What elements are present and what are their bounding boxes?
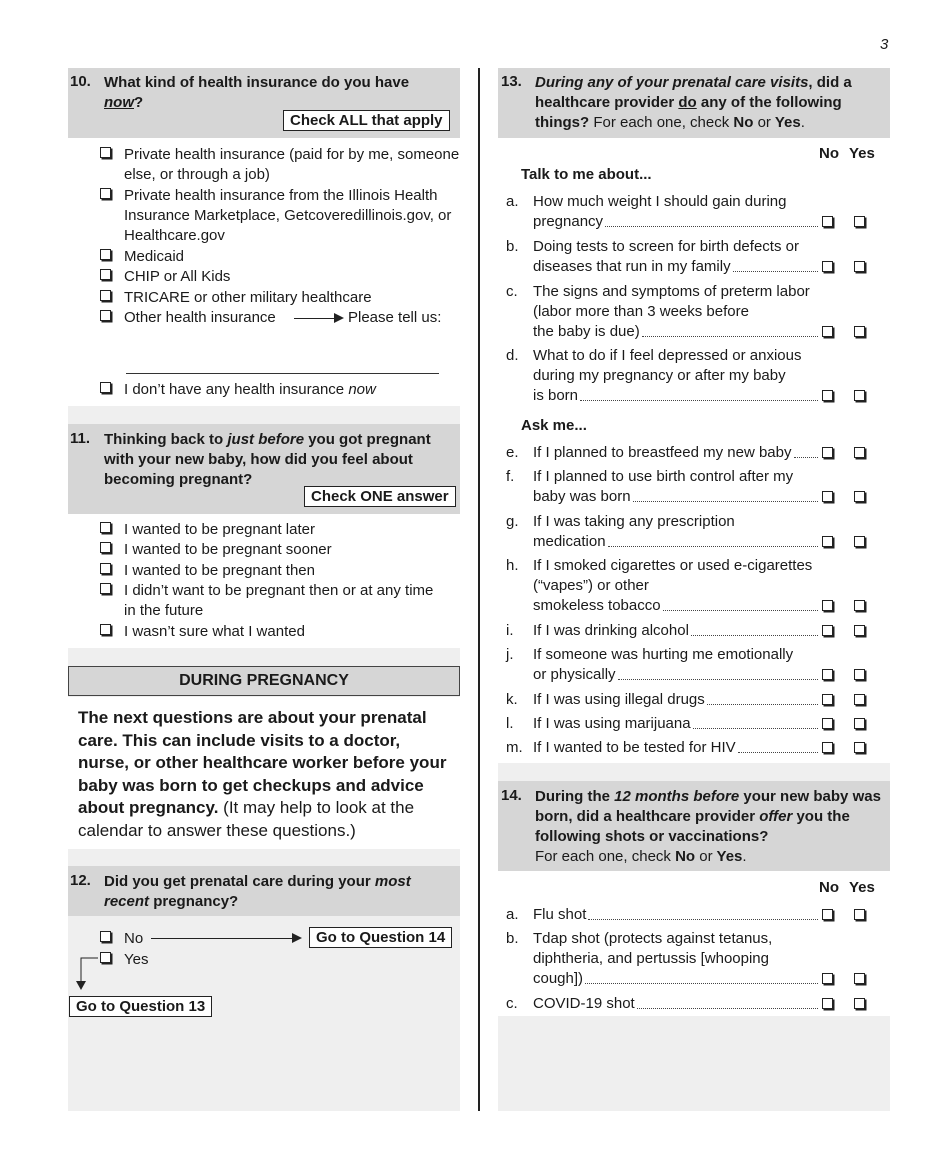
item-letter: g.: [506, 513, 519, 530]
q11-option-not-want[interactable]: I didn’t want to be pregnant then or at any time in the future: [100, 581, 122, 601]
q14-number: 14.: [501, 787, 522, 804]
item-text: If I planned to breastfeed my new baby: [533, 443, 820, 463]
arrow-right-icon: [334, 313, 344, 323]
checkbox[interactable]: [822, 625, 833, 636]
q13-c-yes-checkbox[interactable]: [854, 325, 865, 343]
item-letter: k.: [506, 691, 518, 708]
q12-no-arrow: [151, 938, 295, 939]
item-text: COVID-19 shot: [533, 994, 820, 1014]
checkbox[interactable]: [854, 669, 865, 680]
q10-number: 10.: [70, 73, 91, 90]
q13-l-no-checkbox[interactable]: [822, 717, 833, 735]
checkbox[interactable]: [854, 742, 865, 753]
item-text: If I wanted to be tested for HIV: [533, 738, 820, 758]
item-text: If I was drinking alcohol: [533, 621, 820, 641]
checkbox[interactable]: [100, 624, 111, 635]
q13-e-no-checkbox[interactable]: [822, 446, 833, 464]
checkbox[interactable]: [854, 447, 865, 458]
checkbox[interactable]: [854, 718, 865, 729]
q13-j-no-checkbox[interactable]: [822, 668, 833, 686]
q13-h-yes-checkbox[interactable]: [854, 599, 865, 617]
q13-a-no-checkbox[interactable]: [822, 215, 833, 233]
item-text: The signs and symptoms of preterm labor (labor more than 3 weeks before the baby is due): [533, 282, 820, 342]
arrow-right-icon: [292, 933, 302, 943]
item-text: If I smoked cigarettes or used e-cigarettes (“vapes”) or other smokeless tobacco: [533, 556, 820, 616]
q11-number: 11.: [70, 430, 91, 447]
item-text: If I was using illegal drugs: [533, 690, 820, 710]
q11-option-sooner[interactable]: I wanted to be pregnant sooner: [100, 540, 122, 560]
q14-col-yes: Yes: [849, 879, 875, 896]
q10-option-other[interactable]: Other health insurance: [100, 308, 122, 328]
item-letter: h.: [506, 557, 519, 574]
item-letter: i.: [506, 622, 514, 639]
checkbox[interactable]: [854, 536, 865, 547]
checkbox[interactable]: [854, 909, 865, 920]
checkbox[interactable]: [100, 188, 111, 199]
q13-k-yes-checkbox[interactable]: [854, 693, 865, 711]
checkbox[interactable]: [100, 147, 111, 158]
q10-option-medicaid[interactable]: Medicaid: [100, 247, 122, 267]
item-text: How much weight I should gain during pregnancy: [533, 192, 820, 232]
item-text: What to do if I feel depressed or anxious during my pregnancy or after my baby is born: [533, 346, 820, 406]
q13-g-no-checkbox[interactable]: [822, 535, 833, 553]
item-letter: j.: [506, 646, 514, 663]
column-divider: [478, 68, 480, 1111]
q10-option-none[interactable]: I don’t have any health insurance now: [100, 380, 122, 400]
checkbox[interactable]: [854, 326, 865, 337]
item-letter: b.: [506, 238, 519, 255]
q13-k-no-checkbox[interactable]: [822, 693, 833, 711]
checkbox[interactable]: [822, 669, 833, 680]
checkbox[interactable]: [822, 261, 833, 272]
checkbox[interactable]: [822, 491, 833, 502]
q13-number: 13.: [501, 73, 522, 90]
q13-b-no-checkbox[interactable]: [822, 260, 833, 278]
q13-m-no-checkbox[interactable]: [822, 741, 833, 759]
item-letter: l.: [506, 715, 514, 732]
checkbox[interactable]: [854, 491, 865, 502]
q13-j-yes-checkbox[interactable]: [854, 668, 865, 686]
item-letter: d.: [506, 347, 519, 364]
item-text: Flu shot: [533, 905, 820, 925]
checkbox[interactable]: [854, 998, 865, 1009]
item-text: Tdap shot (protects against tetanus, diphtheria, and pertussis [whooping cough]): [533, 929, 820, 989]
q12-option-no[interactable]: No: [100, 929, 122, 949]
q11-option-then[interactable]: I wanted to be pregnant then: [100, 561, 122, 581]
q10-other-prompt: Please tell us:: [348, 309, 442, 326]
q13-l-yes-checkbox[interactable]: [854, 717, 865, 735]
q12-option-yes[interactable]: Yes: [100, 950, 122, 970]
checkbox[interactable]: [822, 742, 833, 753]
q13-b-yes-checkbox[interactable]: [854, 260, 865, 278]
q13-i-yes-checkbox[interactable]: [854, 624, 865, 642]
checkbox[interactable]: [822, 447, 833, 458]
item-letter: b.: [506, 930, 519, 947]
checkbox[interactable]: [100, 382, 111, 393]
q14-b-yes-checkbox[interactable]: [854, 972, 865, 990]
item-letter: e.: [506, 444, 519, 461]
q13-i-no-checkbox[interactable]: [822, 624, 833, 642]
q13-question: During any of your prenatal care visits, did a healthcare provider do any of the following things? For each one, check No or Yes.: [535, 74, 852, 131]
q10-option-chip[interactable]: CHIP or All Kids: [100, 267, 122, 287]
item-text: If I planned to use birth control after my baby was born: [533, 467, 820, 507]
q13-a-yes-checkbox[interactable]: [854, 215, 865, 233]
checkbox[interactable]: [100, 542, 111, 553]
checkbox[interactable]: [822, 600, 833, 611]
checkbox[interactable]: [854, 625, 865, 636]
q12-number: 12.: [70, 872, 91, 889]
q13-h-no-checkbox[interactable]: [822, 599, 833, 617]
checkbox[interactable]: [100, 290, 111, 301]
q13-m-yes-checkbox[interactable]: [854, 741, 865, 759]
item-letter: a.: [506, 193, 519, 210]
q10-other-arrow: [294, 318, 336, 319]
checkbox[interactable]: [822, 536, 833, 547]
checkbox[interactable]: [100, 249, 111, 260]
checkbox[interactable]: [854, 261, 865, 272]
q14-c-yes-checkbox[interactable]: [854, 997, 865, 1015]
checkbox[interactable]: [822, 998, 833, 1009]
q12-goto-13-box: Go to Question 13: [69, 996, 212, 1017]
q14-a-yes-checkbox[interactable]: [854, 908, 865, 926]
item-letter: c.: [506, 995, 518, 1012]
checkbox[interactable]: [822, 909, 833, 920]
q13-col-no: No: [819, 145, 839, 162]
item-letter: f.: [506, 468, 515, 485]
checkbox[interactable]: [100, 583, 111, 594]
checkbox[interactable]: [822, 326, 833, 337]
q12-question: Did you get prenatal care during your most recent pregnancy?: [104, 873, 411, 910]
q13-c-no-checkbox[interactable]: [822, 325, 833, 343]
checkbox[interactable]: [100, 931, 111, 942]
q14-b-no-checkbox[interactable]: [822, 972, 833, 990]
checkbox[interactable]: [854, 600, 865, 611]
q13-subhead-talk: Talk to me about...: [521, 166, 652, 183]
checkbox[interactable]: [854, 973, 865, 984]
checkbox[interactable]: [100, 269, 111, 280]
q14-question: During the 12 months before your new baby was born, did a healthcare provider offer you the following shots or vaccinations? For each one, check No or Yes.: [535, 788, 881, 865]
checkbox[interactable]: [854, 390, 865, 401]
q13-g-yes-checkbox[interactable]: [854, 535, 865, 553]
checkbox[interactable]: [822, 973, 833, 984]
checkbox[interactable]: [100, 952, 111, 963]
checkbox[interactable]: [100, 563, 111, 574]
q13-f-no-checkbox[interactable]: [822, 490, 833, 508]
item-text: Doing tests to screen for birth defects or diseases that run in my family: [533, 237, 820, 277]
item-text: If I was taking any prescription medication: [533, 512, 820, 552]
checkbox[interactable]: [822, 694, 833, 705]
item-letter: m.: [506, 739, 523, 756]
checkbox[interactable]: [100, 522, 111, 533]
q11-option-not-sure[interactable]: I wasn’t sure what I wanted: [100, 622, 122, 642]
q11-question: Thinking back to just before you got pregnant with your new baby, how did you feel about becoming pregnant?: [104, 431, 431, 488]
q11-instruction-box: Check ONE answer: [304, 486, 456, 507]
section-title: DURING PREGNANCY: [68, 666, 460, 696]
checkbox[interactable]: [822, 216, 833, 227]
item-text: If someone was hurting me emotionally or physically: [533, 645, 820, 685]
checkbox[interactable]: [100, 310, 111, 321]
q13-col-yes: Yes: [849, 145, 875, 162]
q13-f-yes-checkbox[interactable]: [854, 490, 865, 508]
item-letter: c.: [506, 283, 518, 300]
q14-c-no-checkbox[interactable]: [822, 997, 833, 1015]
q10-option-private-job[interactable]: Private health insurance (paid for by me, someone else, or through a job): [100, 145, 122, 165]
checkbox[interactable]: [822, 718, 833, 729]
q13-d-no-checkbox[interactable]: [822, 389, 833, 407]
q13-e-yes-checkbox[interactable]: [854, 446, 865, 464]
q13-d-yes-checkbox[interactable]: [854, 389, 865, 407]
q10-option-marketplace[interactable]: Private health insurance from the Illinois Health Insurance Marketplace, Getcoveredillinois.gov, or Healthcare.gov: [100, 186, 122, 206]
page-number: 3: [880, 36, 889, 53]
q10-other-text-field[interactable]: [126, 332, 439, 374]
checkbox[interactable]: [854, 216, 865, 227]
item-letter: a.: [506, 906, 519, 923]
q10-option-tricare[interactable]: TRICARE or other military healthcare: [100, 288, 122, 308]
q10-question: What kind of health insurance do you have now?: [104, 74, 410, 111]
q13-subhead-ask: Ask me...: [521, 417, 587, 434]
checkbox[interactable]: [822, 390, 833, 401]
checkbox[interactable]: [854, 694, 865, 705]
q14-col-no: No: [819, 879, 839, 896]
q11-option-later[interactable]: I wanted to be pregnant later: [100, 520, 122, 540]
q12-goto-14-box: Go to Question 14: [309, 927, 452, 948]
q12-yes-arrow: [76, 955, 100, 991]
q10-instruction-box: Check ALL that apply: [283, 110, 450, 131]
section-intro: The next questions are about your prenatal care. This can include visits to a doctor, nurse, or other healthcare worker before your baby was born to get checkups and advice about pregnancy. (It may help to look at the calendar to answer these questions.): [68, 697, 460, 849]
item-text: If I was using marijuana: [533, 714, 820, 734]
q14-a-no-checkbox[interactable]: [822, 908, 833, 926]
